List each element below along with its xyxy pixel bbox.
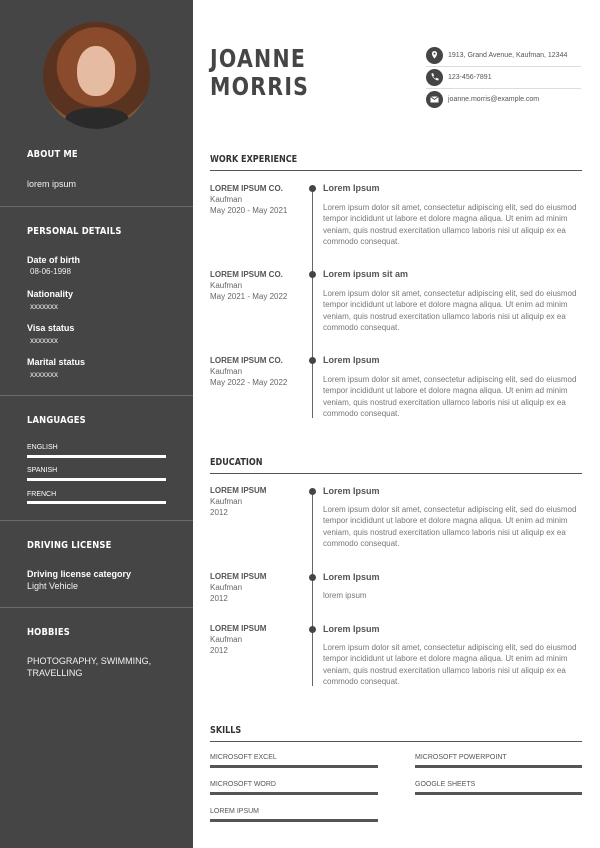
skill-label: MICROSOFT WORD xyxy=(210,781,276,788)
language-bar xyxy=(27,455,166,458)
edu-dates: 2012 xyxy=(210,646,228,655)
driving-label: Driving license category xyxy=(27,569,132,579)
skill-bar xyxy=(210,765,378,768)
work-org: LOREM IPSUM CO. xyxy=(210,184,283,193)
hobbies-text: PHOTOGRAPHY, SWIMMING, xyxy=(27,656,152,666)
education-heading: EDUCATION xyxy=(210,457,263,468)
visa-value: xxxxxxx xyxy=(30,336,58,345)
driving-heading: DRIVING LICENSE xyxy=(27,540,112,551)
edu-dates: 2012 xyxy=(210,594,228,603)
edu-city: Kaufman xyxy=(210,635,243,644)
nationality-value: xxxxxxx xyxy=(30,302,58,311)
about-heading: ABOUT ME xyxy=(27,149,78,160)
work-dates: May 2020 - May 2021 xyxy=(210,206,288,215)
timeline-dot xyxy=(309,574,316,581)
skill-bar xyxy=(210,819,378,822)
edu-title: Lorem Ipsum xyxy=(323,572,380,582)
work-title: Lorem ipsum sit am xyxy=(323,269,409,279)
work-desc: Lorem ipsum dolor sit amet, consectetur adipiscing elit, sed do eiusmod tempor incididunt ut labore et dolore magna aliqua. Ut enim ad minim veniam, quis nostrud exercitation ullamco laboris nisi ut aliquip ex ea commodo consequat. xyxy=(323,289,577,332)
timeline-dot xyxy=(309,185,316,192)
profile-photo xyxy=(43,22,150,129)
edu-title: Lorem Ipsum xyxy=(323,486,380,496)
languages-heading: LANGUAGES xyxy=(27,415,86,426)
first-name: JOANNE xyxy=(210,44,307,73)
divider xyxy=(0,206,193,207)
edu-city: Kaufman xyxy=(210,497,243,506)
work-city: Kaufman xyxy=(210,281,243,290)
language-label: ENGLISH xyxy=(27,444,58,451)
section-divider xyxy=(210,741,582,742)
edu-org: LOREM IPSUM xyxy=(210,572,267,581)
edu-org: LOREM IPSUM xyxy=(210,624,267,633)
divider xyxy=(0,607,193,608)
section-divider xyxy=(210,473,582,474)
skills-heading: SKILLS xyxy=(210,725,242,736)
dob-value: 08-06-1998 xyxy=(30,267,71,276)
timeline-dot xyxy=(309,357,316,364)
contact-divider xyxy=(426,88,581,89)
work-dates: May 2021 - May 2022 xyxy=(210,292,288,301)
divider xyxy=(0,520,193,521)
skill-label: MICROSOFT EXCEL xyxy=(210,754,277,761)
work-org: LOREM IPSUM CO. xyxy=(210,270,283,279)
dob-label: Date of birth xyxy=(27,255,80,265)
work-dates: May 2022 - May 2022 xyxy=(210,378,288,387)
section-divider xyxy=(210,170,582,171)
marital-label: Marital status xyxy=(27,357,86,367)
language-label: SPANISH xyxy=(27,467,58,474)
work-org: LOREM IPSUM CO. xyxy=(210,356,283,365)
edu-dates: 2012 xyxy=(210,508,228,517)
map-pin-icon xyxy=(426,47,443,64)
skill-bar xyxy=(210,792,378,795)
divider xyxy=(0,395,193,396)
sidebar xyxy=(0,0,193,848)
contact-divider xyxy=(426,66,581,67)
language-bar xyxy=(27,501,166,504)
envelope-icon xyxy=(426,91,443,108)
edu-city: Kaufman xyxy=(210,583,243,592)
timeline-dot xyxy=(309,626,316,633)
work-heading: WORK EXPERIENCE xyxy=(210,154,298,165)
personal-heading: PERSONAL DETAILS xyxy=(27,226,122,237)
timeline-dot xyxy=(309,271,316,278)
edu-org: LOREM IPSUM xyxy=(210,486,267,495)
timeline-dot xyxy=(309,488,316,495)
work-timeline xyxy=(312,188,313,418)
work-desc: Lorem ipsum dolor sit amet, consectetur adipiscing elit, sed do eiusmod tempor incididunt ut labore et dolore magna aliqua. Ut enim ad minim veniam, quis nostrud exercitation ullamco laboris nisi ut aliquip ex ea commodo consequat. xyxy=(323,203,577,246)
last-name: MORRIS xyxy=(210,72,310,101)
skill-bar xyxy=(415,792,582,795)
language-bar xyxy=(27,478,166,481)
skill-label: MICROSOFT POWERPOINT xyxy=(415,754,507,761)
edu-desc: lorem ipsum xyxy=(323,591,367,600)
edu-desc: Lorem ipsum dolor sit amet, consectetur adipiscing elit, sed do eiusmod tempor incididunt ut labore et dolore magna aliqua. Ut enim ad minim veniam, quis nostrud exercitation ullamco laboris nisi ut aliquip ex ea commodo consequat. xyxy=(323,505,577,548)
phone-icon xyxy=(426,69,443,86)
phone-text[interactable]: 123-456-7891 xyxy=(448,74,492,81)
hobbies-text: TRAVELLING xyxy=(27,668,83,678)
edu-title: Lorem Ipsum xyxy=(323,624,380,634)
work-city: Kaufman xyxy=(210,195,243,204)
skill-label: GOOGLE SHEETS xyxy=(415,781,476,788)
skill-bar xyxy=(415,765,582,768)
marital-value: xxxxxxx xyxy=(30,370,58,379)
address-text: 1913, Grand Avenue, Kaufman, 12344 xyxy=(448,52,568,59)
email-text[interactable]: joanne.morris@example.com xyxy=(448,96,540,103)
visa-label: Visa status xyxy=(27,323,75,333)
edu-desc: Lorem ipsum dolor sit amet, consectetur adipiscing elit, sed do eiusmod tempor incididunt ut labore et dolore magna aliqua. Ut enim ad minim veniam, quis nostrud exercitation ullamco laboris nisi ut aliquip ex ea commodo consequat. xyxy=(323,643,577,686)
hobbies-heading: HOBBIES xyxy=(27,627,70,638)
work-title: Lorem Ipsum xyxy=(323,355,380,365)
work-desc: Lorem ipsum dolor sit amet, consectetur adipiscing elit, sed do eiusmod tempor incididunt ut labore et dolore magna aliqua. Ut enim ad minim veniam, quis nostrud exercitation ullamco laboris nisi ut aliquip ex ea commodo consequat. xyxy=(323,375,577,418)
language-label: FRENCH xyxy=(27,491,57,498)
skill-label: LOREM IPSUM xyxy=(210,808,260,815)
nationality-label: Nationality xyxy=(27,289,74,299)
about-text: lorem ipsum xyxy=(27,179,77,189)
education-timeline xyxy=(312,491,313,686)
driving-value: Light Vehicle xyxy=(27,581,79,591)
work-city: Kaufman xyxy=(210,367,243,376)
work-title: Lorem Ipsum xyxy=(323,183,380,193)
